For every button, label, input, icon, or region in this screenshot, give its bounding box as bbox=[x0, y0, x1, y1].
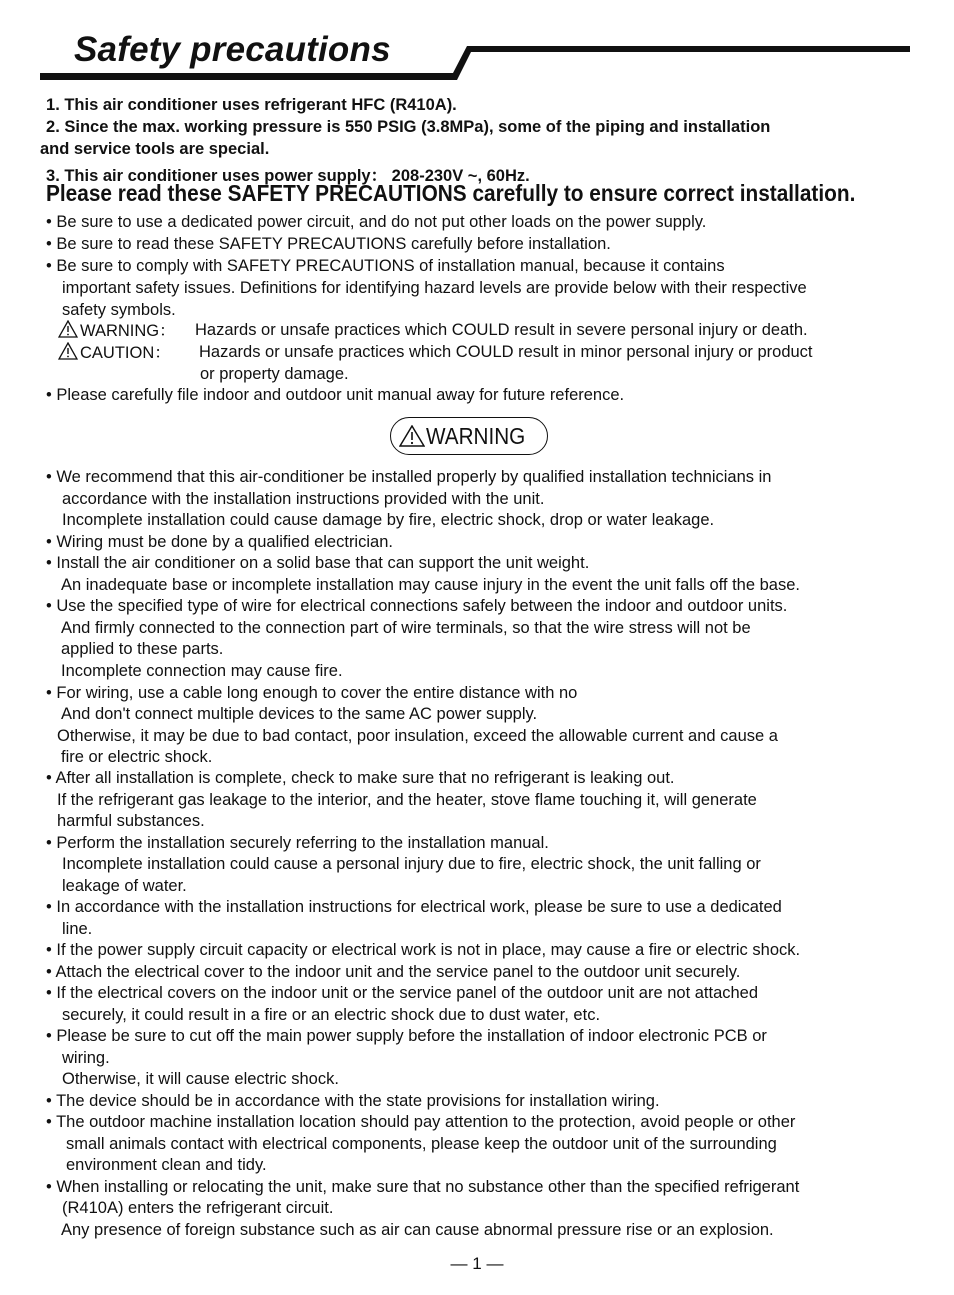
warning-item: And don't connect multiple devices to the same AC power supply. bbox=[61, 705, 538, 723]
warning-item: Incomplete connection may cause fire. bbox=[61, 662, 343, 680]
warning-item: wiring. bbox=[62, 1049, 110, 1067]
warning-item: • Install the air conditioner on a solid base that can support the unit weight. bbox=[46, 554, 590, 572]
general-line: important safety issues. Definitions for identifying hazard levels are provide below with their respective bbox=[62, 279, 807, 297]
warning-text: Hazards or unsafe practices which COULD result in severe personal injury or death. bbox=[195, 321, 808, 339]
warning-item: fire or electric shock. bbox=[61, 748, 213, 766]
caution-label: CAUTION： bbox=[80, 344, 171, 362]
intro-line-2b: and service tools are special. bbox=[40, 140, 270, 158]
warning-item: • Attach the electrical cover to the indoor unit and the service panel to the outdoor unit securely. bbox=[46, 963, 741, 981]
warning-item: • If the electrical covers on the indoor unit or the service panel of the outdoor unit are not attached bbox=[46, 984, 759, 1002]
warning-item: line. bbox=[62, 920, 93, 938]
intro-line-2: 2. Since the max. working pressure is 550 PSIG (3.8MPa), some of the piping and installation bbox=[46, 118, 771, 136]
caution-text-cont: or property damage. bbox=[200, 365, 349, 383]
page-number: — 1 — bbox=[450, 1254, 504, 1273]
warning-definition bbox=[58, 320, 176, 341]
warning-item: • The outdoor machine installation location should pay attention to the protection, avoid people or other bbox=[46, 1113, 796, 1131]
warning-triangle-icon bbox=[399, 425, 425, 447]
caution-text: Hazards or unsafe practices which COULD result in minor personal injury or product bbox=[199, 343, 813, 361]
warning-item: small animals contact with electrical components, please keep the outdoor unit of the surrounding bbox=[66, 1135, 777, 1153]
warning-item: (R410A) enters the refrigerant circuit. bbox=[62, 1199, 334, 1217]
warning-item: • Perform the installation securely referring to the installation manual. bbox=[46, 834, 549, 852]
caution-triangle-icon bbox=[58, 342, 78, 360]
general-line: • Be sure to use a dedicated power circuit, and do not put other loads on the power supply. bbox=[46, 213, 707, 231]
warning-item: securely, it could result in a fire or an electric shock due to dust water, etc. bbox=[62, 1006, 601, 1024]
general-line: • Be sure to read these SAFETY PRECAUTIONS carefully before installation. bbox=[46, 235, 611, 253]
intro-line-1: 1. This air conditioner uses refrigerant HFC (R410A). bbox=[46, 96, 457, 114]
general-line: safety symbols. bbox=[62, 301, 176, 319]
warning-item: • We recommend that this air-conditioner be installed properly by qualified installation technicians in bbox=[46, 468, 772, 486]
warning-badge-label: WARNING bbox=[426, 423, 526, 449]
warning-item: • Wiring must be done by a qualified electrician. bbox=[46, 533, 393, 551]
warning-badge bbox=[390, 417, 548, 455]
warning-item: • If the power supply circuit capacity or electrical work is not in place, may cause a fire or electric shock. bbox=[46, 941, 801, 959]
warning-item: Incomplete installation could cause damage by fire, electric shock, drop or water leakage. bbox=[62, 511, 715, 529]
warning-item: Incomplete installation could cause a personal injury due to fire, electric shock, the unit falling or bbox=[62, 855, 761, 873]
warning-item: • Use the specified type of wire for electrical connections safely between the indoor and outdoor units. bbox=[46, 597, 788, 615]
warning-item: harmful substances. bbox=[57, 812, 205, 830]
warning-item: accordance with the installation instructions provided with the unit. bbox=[62, 490, 545, 508]
warning-item: If the refrigerant gas leakage to the interior, and the heater, stove flame touching it, will generate bbox=[57, 791, 757, 809]
warning-item: environment clean and tidy. bbox=[66, 1156, 267, 1174]
warning-item: Otherwise, it may be due to bad contact, poor insulation, exceed the allowable current and cause a bbox=[57, 727, 778, 745]
warning-item: applied to these parts. bbox=[61, 640, 224, 658]
warning-label: WARNING： bbox=[80, 322, 176, 340]
warning-item: • In accordance with the installation instructions for electrical work, please be sure to use a dedicated bbox=[46, 898, 782, 916]
warning-item: • Please be sure to cut off the main power supply before the installation of indoor electronic PCB or bbox=[46, 1027, 767, 1045]
warning-item: • After all installation is complete, check to make sure that no refrigerant is leaking out. bbox=[46, 769, 675, 787]
warning-triangle-icon bbox=[58, 320, 78, 338]
intro-line-3: 3. This air conditioner uses power supply： 208-230V ~, 60Hz. bbox=[46, 167, 530, 185]
page-title: Safety precautions bbox=[74, 30, 391, 69]
file-note: • Please carefully file indoor and outdoor unit manual away for future reference. bbox=[46, 386, 625, 404]
warning-item: An inadequate base or incomplete installation may cause injury in the event the unit falls off the base. bbox=[61, 576, 800, 594]
warning-item: And firmly connected to the connection part of wire terminals, so that the wire stress will not be bbox=[61, 619, 751, 637]
warning-item: • When installing or relocating the unit, make sure that no substance other than the specified refrigerant bbox=[46, 1178, 800, 1196]
warning-item: leakage of water. bbox=[62, 877, 187, 895]
warning-item: Any presence of foreign substance such as air can cause abnormal pressure rise or an explosion. bbox=[61, 1221, 774, 1239]
warning-item: • For wiring, use a cable long enough to cover the entire distance with no bbox=[46, 684, 578, 702]
header-banner bbox=[0, 0, 954, 90]
read-notice: Please read these SAFETY PRECAUTIONS carefully to ensure correct installation. bbox=[46, 180, 856, 206]
warning-item: Otherwise, it will cause electric shock. bbox=[62, 1070, 339, 1088]
warning-item: • The device should be in accordance with the state provisions for installation wiring. bbox=[46, 1092, 660, 1110]
caution-definition bbox=[58, 342, 171, 363]
general-line: • Be sure to comply with SAFETY PRECAUTIONS of installation manual, because it contains bbox=[46, 257, 725, 275]
